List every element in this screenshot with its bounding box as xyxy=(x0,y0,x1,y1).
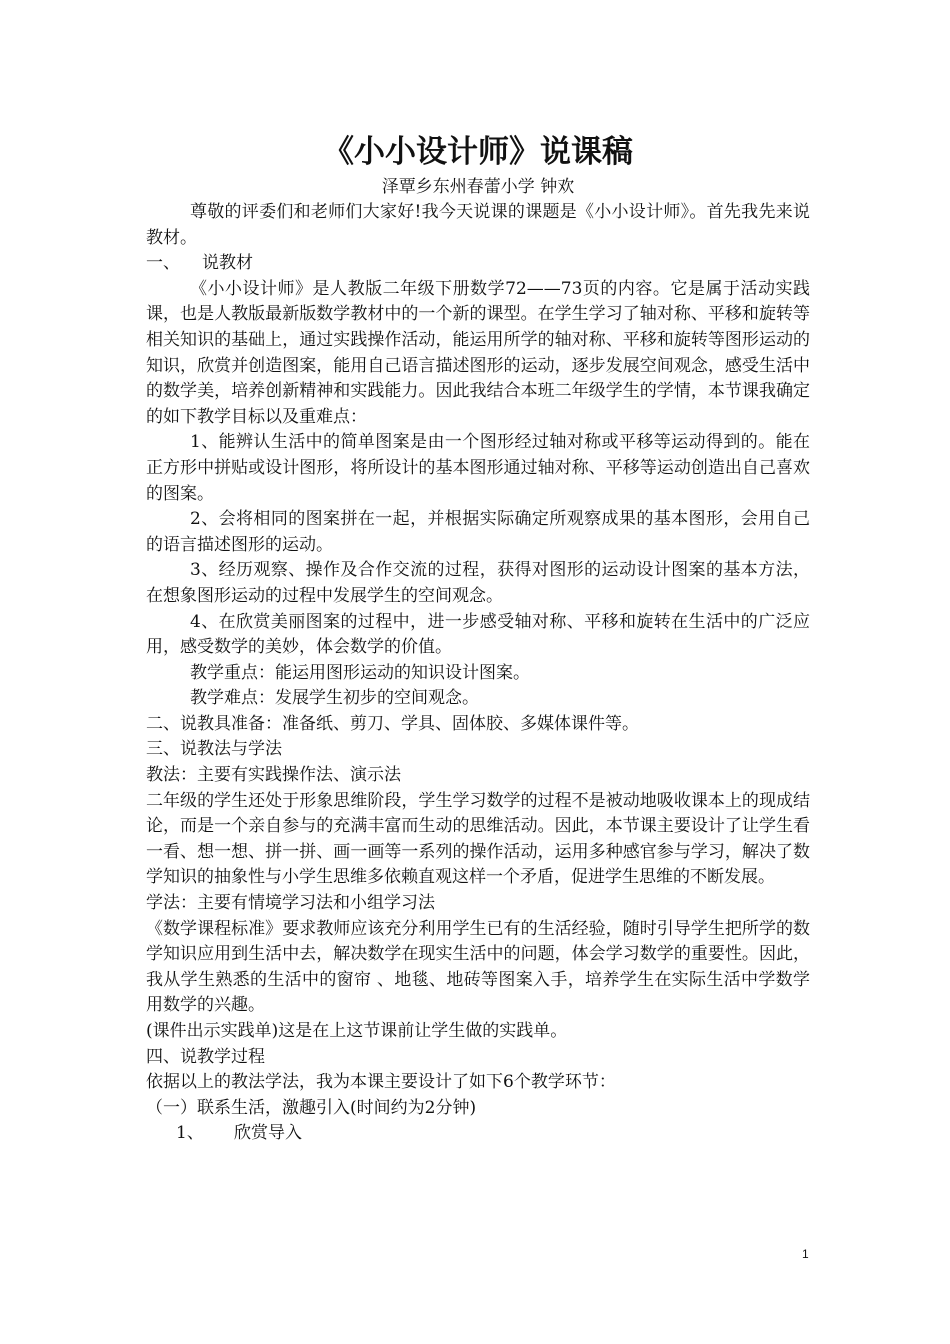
step-item-1 xyxy=(146,1121,810,1147)
greeting-paragraph: 尊敬的评委们和老师们大家好!我今天说课的课题是《小小设计师》。首先我先来说教材。 xyxy=(146,202,810,248)
section-number: 一、 xyxy=(146,253,180,274)
stage-heading-1: （一）联系生活，激趣引入(时间约为2分钟) xyxy=(146,1097,477,1118)
goal-item-4: 4、在欣赏美丽图案的过程中，进一步感受轴对称、平移和旋转在生活中的广泛应用，感受数学的美妙，体会数学的价值。 xyxy=(146,611,810,658)
step-text: 欣赏导入 xyxy=(234,1123,302,1144)
learning-method-paragraph: 《数学课程标准》要求教师应该充分利用学生已有的生活经验，随时引导学生把所学的数学知识应用到生活中去，解决数学在现实生活中的问题，体会学习数学的重要性。因此，我从学生熟悉的生活中的窗帘 、地毯、地砖等图案入手，培养学生在实际生活中学数学用数学的兴趣。 xyxy=(146,918,810,1016)
author-line: 泽覃乡东州春蕾小学 钟欢 xyxy=(381,177,575,197)
section-heading-2: 二、说教具准备：准备纸、剪刀、学具、固体胶、多媒体课件等。 xyxy=(146,713,639,734)
learning-method-title: 学法：主要有情境学习法和小组学习法 xyxy=(146,893,435,914)
step-number: 1、 xyxy=(176,1123,204,1144)
textbook-paragraph: 《小小设计师》是人教版二年级下册数学72——73页的内容。它是属于活动实践课，也是人教版最新版数学教材中的一个新的课型。在学生学习了轴对称、平移和旋转等相关知识的基础上，通过实践操作活动，能运用所学的轴对称、平移和旋转等图形运动的知识，欣赏并创造图案，能用自己语言描述图形的运动，逐步发展空间观念，感受生活中的数学美，培养创新精神和实践能力。因此我结合本班二年级学生的学情，本节课我确定的如下教学目标以及重难点： xyxy=(146,278,810,427)
difficulty-point: 教学难点：发展学生初步的空间观念。 xyxy=(190,688,479,709)
page-number: 1 xyxy=(802,1247,809,1261)
goal-item-2: 2、会将相同的图案拼在一起，并根据实际确定所观察成果的基本图形，会用自己的语言描述图形的运动。 xyxy=(146,509,810,555)
teaching-method-paragraph: 二年级的学生还处于形象思维阶段，学生学习数学的过程不是被动地吸收课本上的现成结论，而是一个亲自参与的充满丰富而生动的思维活动。因此，本节课主要设计了让学生看一看、想一想、拼一拼、画一画等一系列的操作活动，运用多种感官参与学习，解决了数学知识的抽象性与小学生思维多依赖直观这样一个矛盾，促进学生思维的不断发展。 xyxy=(146,790,810,888)
section-heading-3: 三、说教法与学法 xyxy=(146,739,282,760)
process-intro: 依据以上的教法学法，我为本课主要设计了如下6个教学环节： xyxy=(146,1072,616,1093)
page-title: 《小小设计师》说课稿 xyxy=(323,134,633,170)
section-title: 说教材 xyxy=(202,253,253,274)
practice-note: (课件出示实践单)这是在上这节课前让学生做的实践单。 xyxy=(146,1021,568,1041)
document-body xyxy=(146,132,810,1147)
goal-item-3: 3、经历观察、操作及合作交流的过程，获得对图形的运动设计图案的基本方法，在想象图形运动的过程中发展学生的空间观念。 xyxy=(146,560,810,606)
goal-item-1: 1、能辨认生活中的简单图案是由一个图形经过轴对称或平移等运动得到的。能在正方形中拼贴或设计图形，将所设计的基本图形通过轴对称、平移等运动创造出自己喜欢的图案。 xyxy=(146,432,810,504)
teaching-method-title: 教法：主要有实践操作法、演示法 xyxy=(146,765,401,786)
section-heading-4: 四、说教学过程 xyxy=(146,1046,265,1067)
key-point: 教学重点：能运用图形运动的知识设计图案。 xyxy=(190,662,530,683)
section-heading-1 xyxy=(146,251,810,277)
